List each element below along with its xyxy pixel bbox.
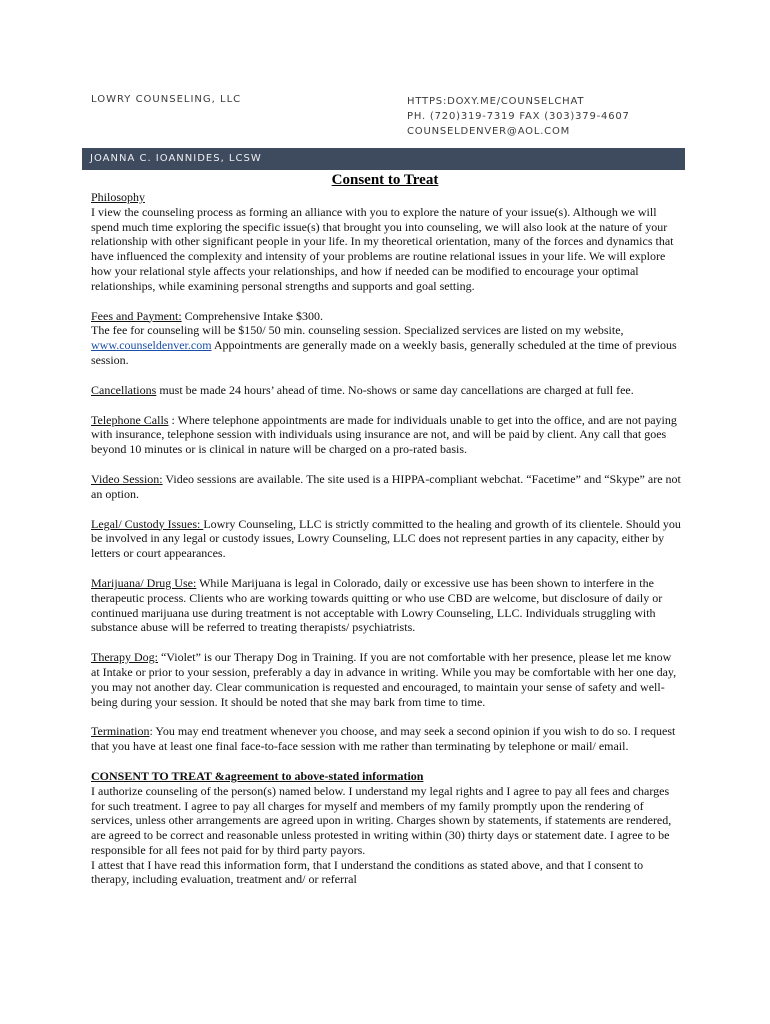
consent-heading: CONSENT TO TREAT &agreement to above-stated information (91, 768, 424, 783)
video-text: Video sessions are available. The site used is a HIPPA-compliant webchat. “Facetime” and “Skype” are not an option. (91, 471, 681, 501)
philosophy-text: I view the counseling process as forming an alliance with you to explore the nature of your issue(s). Although we will spend much time exploring the specific issue(s) that brought you into counseling, we will also look at the nature of your relationship with other significant people in your life. In my theoretical orientation, many of the forces and dynamics that have influenced the complexity and intensity of your problems are routine relational issues in your life. We will explore how your relational style affects your relationships, and how if needed can be modified to encourage your optimal relationships, while examining personal strengths and supports and goal setting. (91, 204, 674, 293)
dog-heading: Therapy Dog: (91, 650, 158, 665)
telephone-text: : Where telephone appointments are made for individuals unable to get into the office, and are not paying with insurance, telephone session with individuals using insurance are not, and will be paid by client. Any call that goes beyond 10 minutes or is clinical in nature will be charged on a pro-rated basis. (91, 412, 677, 457)
section-telephone (91, 413, 681, 457)
legal-text: Lowry Counseling, LLC is strictly committed to the healing and growth of its clientele. Should you be involved in any legal or custody issues, Lowry Counseling, LLC does not represent parties in any capacity, either by letters or court appearances. (91, 516, 681, 561)
legal-heading: Legal/ Custody Issues: (91, 516, 204, 531)
section-consent (91, 769, 681, 887)
cancellations-text: must be made 24 hours’ ahead of time. No-shows or same day cancellations are charged at full fee. (156, 382, 634, 397)
telephone-heading: Telephone Calls (91, 412, 169, 427)
document-body (91, 190, 681, 902)
contact-block (407, 94, 630, 139)
section-marijuana (91, 576, 681, 635)
consent-attestation: I attest that I have read this information form, that I understand the conditions as stated above, and that I consent to therapy, including evaluation, treatment and/ or referral (91, 857, 644, 887)
marijuana-text: While Marijuana is legal in Colorado, daily or excessive use has been shown to interfere in the therapeutic process. Clients who are working towards quitting or who use CBD are welcome, but disclosure of daily or continued marijuana use during treatment is not acceptable with Lowry Counseling, LLC. Individuals struggling with substance abuse will be referred to treating therapists/ psychiatrists. (91, 575, 663, 635)
marijuana-heading: Marijuana/ Drug Use: (91, 575, 197, 590)
fees-heading: Fees and Payment: (91, 308, 182, 323)
section-cancellations (91, 383, 681, 398)
section-philosophy (91, 190, 681, 294)
section-therapy-dog (91, 650, 681, 709)
termination-heading: Termination (91, 724, 150, 739)
fees-intake: Comprehensive Intake $300. (181, 308, 323, 323)
name-banner (82, 148, 685, 170)
phone-fax-text: PH. (720)319-7319 FAX (303)379-4607 (407, 111, 630, 122)
email-text: COUNSELDENVER@AOL.COM (407, 126, 571, 137)
website-text: HTTPS:DOXY.ME/COUNSELCHAT (407, 96, 585, 107)
consent-text: I authorize counseling of the person(s) named below. I understand my legal rights and I agree to pay all fees and charges for such treatment. I agree to pay all charges for myself and members of my family promptly upon the rendering of services, unless other arrangements are agreed upon in writing. Charges shown by statements, if statements are rendered, are agreed to be correct and reasonable unless protested in writing within (30) thirty days or statement date. I agree to be responsible for all fees not paid for by third party payors. (91, 783, 672, 857)
termination-text: : You may end treatment whenever you choose, and may seek a second opinion if you wish to do so. I request that you have at least one final face-to-face session with me rather than terminating by telephone or mail/ email. (91, 724, 676, 754)
fees-text-continued: Appointments are generally made on a weekly basis, generally scheduled at the time of previous session. (91, 338, 677, 367)
dog-text: “Violet” is our Therapy Dog in Training. If you are not comfortable with her presence, please let me know at Intake or prior to your session, preferably a day in advance in writing. While you may be comfortable with her one day, you may not another day. Clear communication is requested and encouraged, to maintain your sense of safety and well-being during your session. It should be noted that she may bark from time to time. (91, 650, 677, 709)
website-link[interactable]: www.counseldenver.com (91, 338, 212, 353)
practice-name: LOWRY COUNSELING, LLC (91, 94, 242, 105)
fees-text: The fee for counseling will be $150/ 50 min. counseling session. Specialized services are listed on my website, (91, 323, 624, 338)
philosophy-heading: Philosophy (91, 190, 146, 204)
section-fees (91, 309, 681, 368)
section-legal (91, 517, 681, 561)
page-title: Consent to Treat (331, 172, 439, 188)
therapist-name: JOANNA C. IOANNIDES, LCSW (90, 153, 262, 164)
section-video (91, 472, 681, 502)
cancellations-heading: Cancellations (91, 382, 157, 397)
section-termination (91, 724, 681, 754)
video-heading: Video Session: (91, 471, 163, 486)
